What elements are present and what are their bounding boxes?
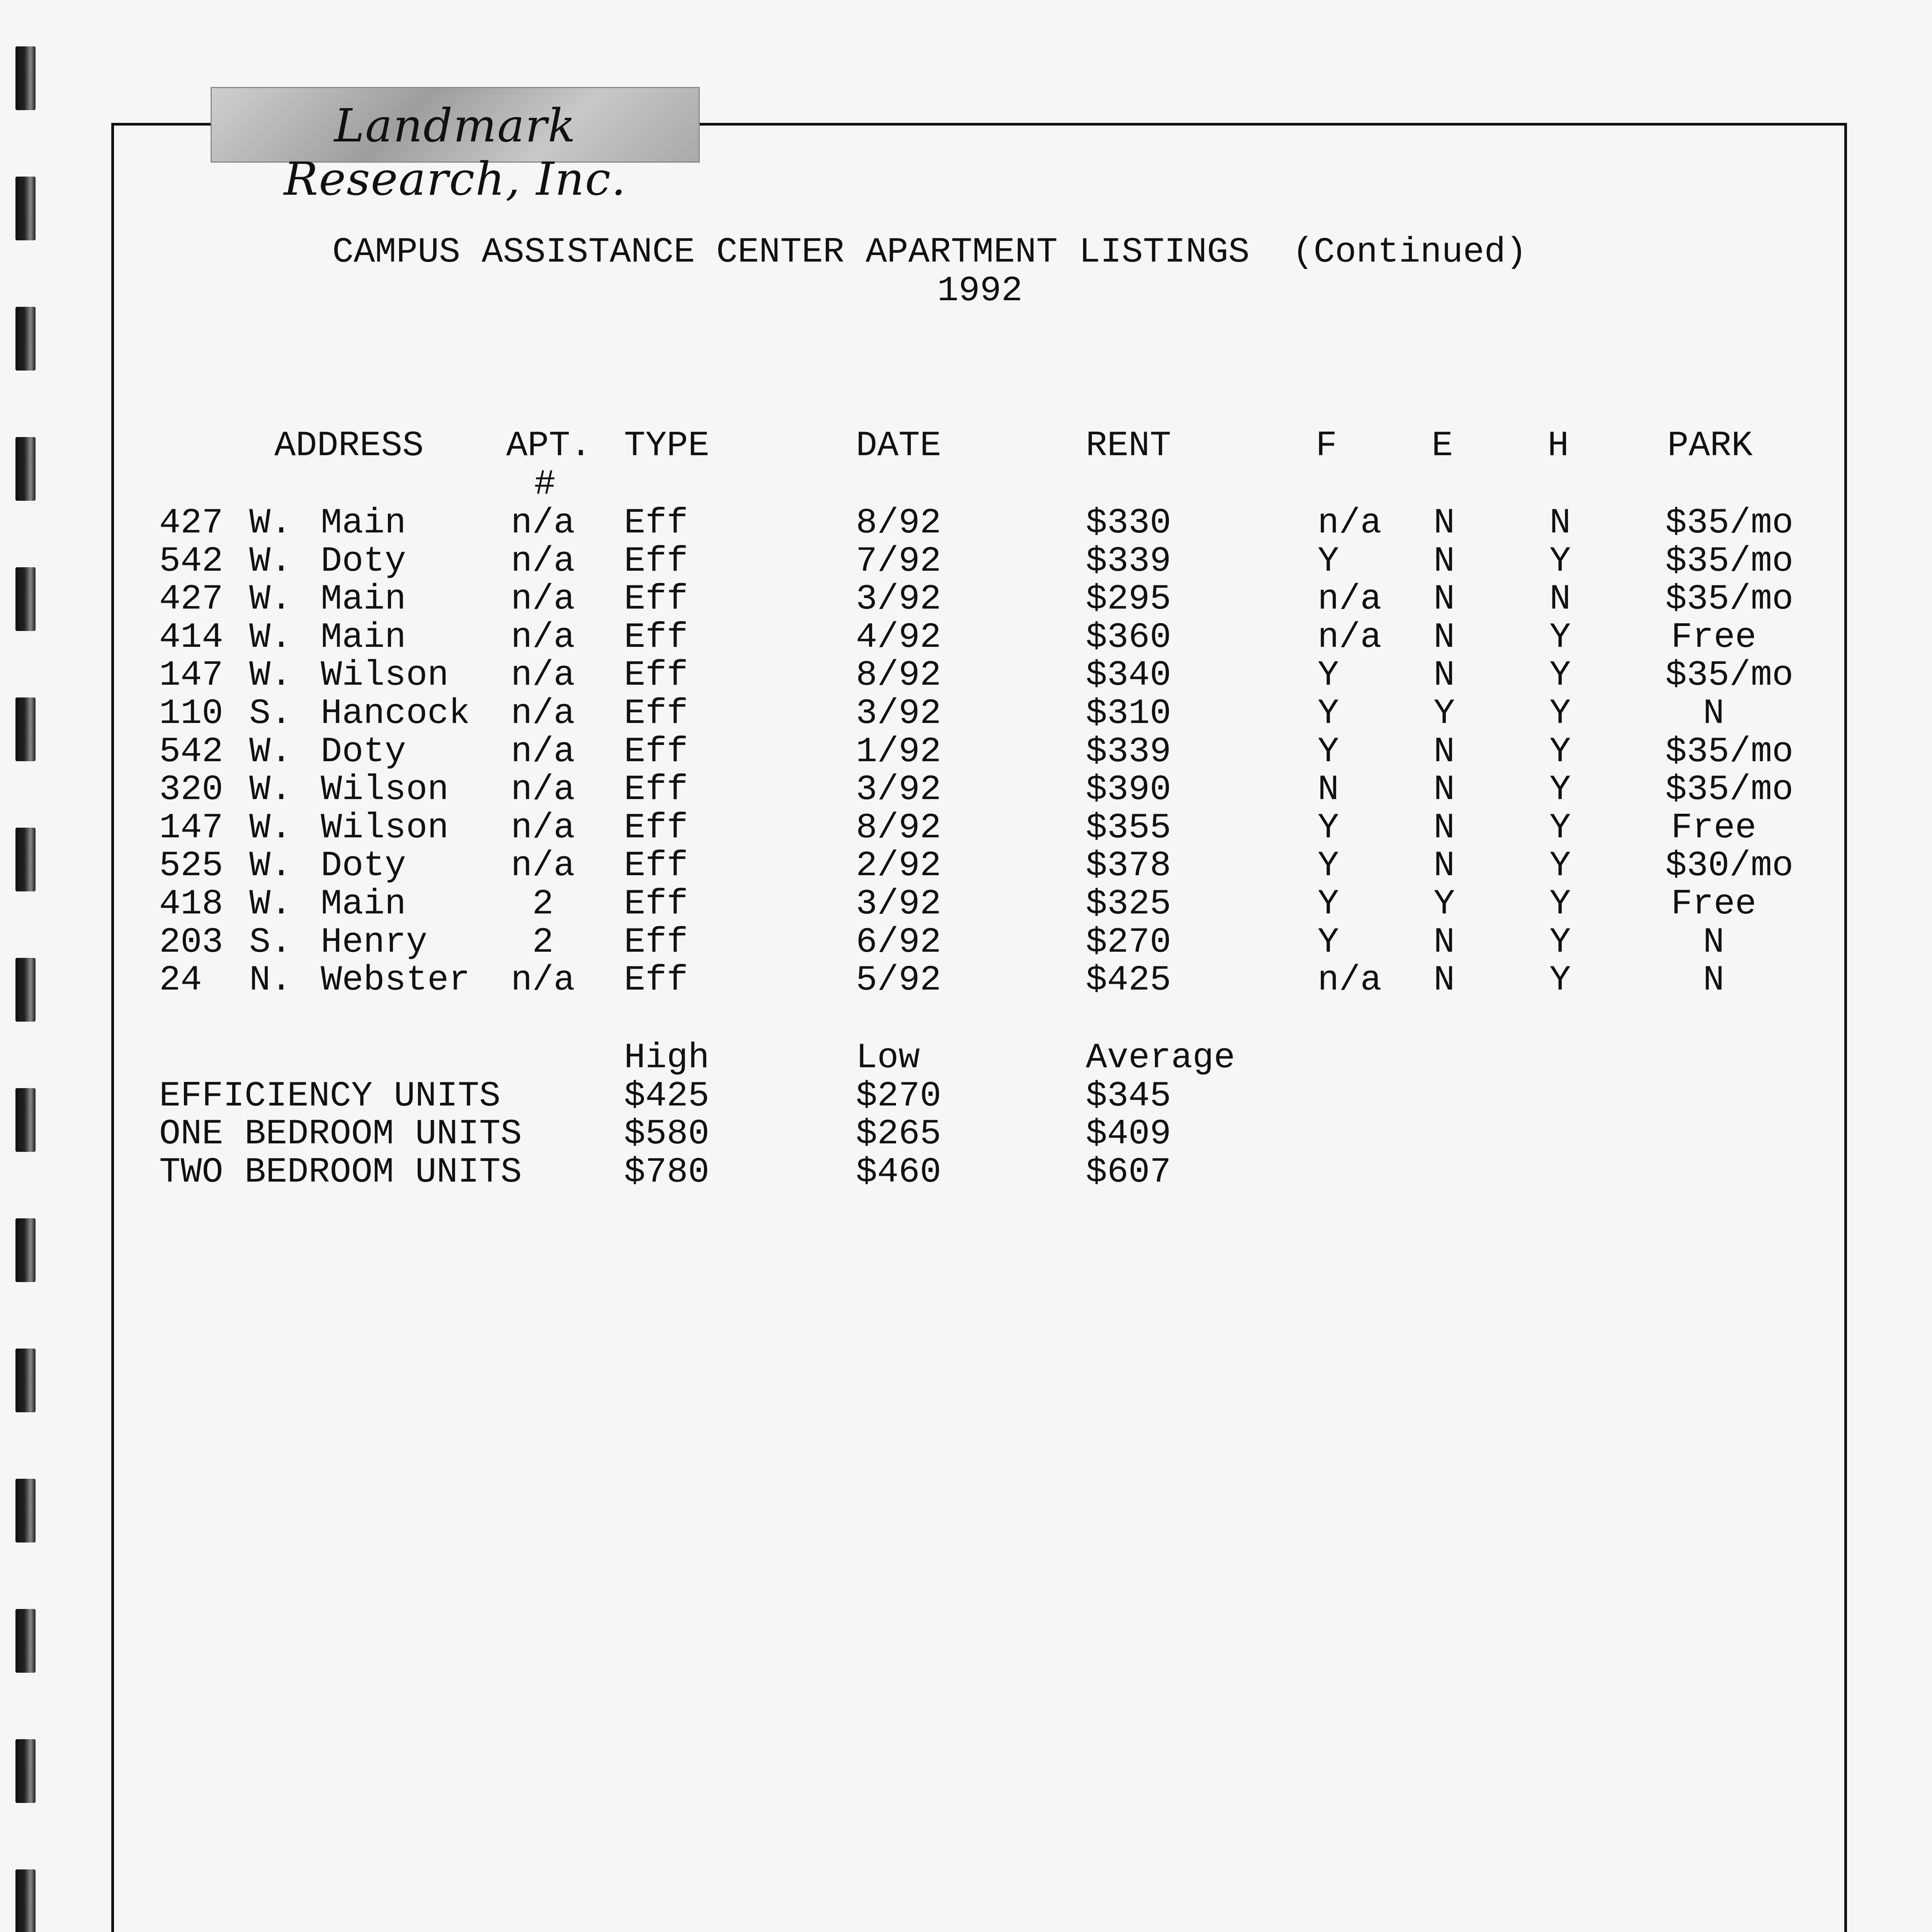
header-park: PARK xyxy=(1667,425,1753,466)
cell-direction: S. xyxy=(249,693,292,734)
cell-e: N xyxy=(1434,541,1455,582)
cell-street-number: 525 xyxy=(159,845,223,886)
cell-street-number: 320 xyxy=(159,769,223,810)
cell-h: Y xyxy=(1549,655,1571,696)
cell-apt: n/a xyxy=(511,845,575,886)
cell-street-number: 542 xyxy=(159,541,223,582)
binding-hole xyxy=(15,567,36,631)
cell-f: N xyxy=(1318,769,1339,810)
cell-direction: W. xyxy=(249,731,292,772)
cell-apt: n/a xyxy=(511,960,575,1000)
cell-street-number: 110 xyxy=(159,693,223,734)
cell-date: 8/92 xyxy=(856,655,941,696)
cell-h: Y xyxy=(1549,845,1571,886)
cell-type: Eff xyxy=(624,808,688,848)
cell-h: Y xyxy=(1549,884,1571,924)
cell-f: Y xyxy=(1318,541,1339,582)
cell-street-name: Main xyxy=(321,579,406,619)
cell-f: Y xyxy=(1318,731,1339,772)
cell-park: N xyxy=(1703,693,1725,734)
cell-rent: $425 xyxy=(1086,960,1171,1000)
header-apt-num: # xyxy=(534,464,556,505)
cell-rent: $339 xyxy=(1086,731,1171,772)
cell-rent: $295 xyxy=(1086,579,1171,619)
summary-label: TWO BEDROOM UNITS xyxy=(159,1152,522,1192)
cell-type: Eff xyxy=(624,655,688,696)
cell-street-number: 418 xyxy=(159,884,223,924)
cell-street-name: Doty xyxy=(321,731,406,772)
cell-f: Y xyxy=(1318,808,1339,848)
document-title: CAMPUS ASSISTANCE CENTER APARTMENT LISTINGS (Continued) xyxy=(332,232,1527,272)
cell-direction: N. xyxy=(249,960,292,1000)
cell-f: Y xyxy=(1318,693,1339,734)
cell-apt: 2 xyxy=(532,922,554,963)
summary-low: $460 xyxy=(856,1152,941,1192)
cell-type: Eff xyxy=(624,541,688,582)
cell-h: Y xyxy=(1549,960,1571,1000)
cell-h: N xyxy=(1549,579,1571,619)
cell-type: Eff xyxy=(624,845,688,886)
summary-label: EFFICIENCY UNITS xyxy=(159,1076,501,1116)
cell-f: Y xyxy=(1318,884,1339,924)
cell-direction: W. xyxy=(249,541,292,582)
summary-average: $409 xyxy=(1086,1114,1171,1154)
cell-f: Y xyxy=(1318,655,1339,696)
summary-high: $425 xyxy=(624,1076,709,1116)
binding-hole xyxy=(15,828,36,891)
cell-park: Free xyxy=(1671,617,1757,658)
summary-low: $265 xyxy=(856,1114,941,1154)
cell-apt: n/a xyxy=(511,808,575,848)
cell-street-name: Wilson xyxy=(321,769,449,810)
cell-e: Y xyxy=(1434,884,1455,924)
cell-e: N xyxy=(1434,769,1455,810)
cell-date: 3/92 xyxy=(856,579,941,619)
binding-hole xyxy=(15,1349,36,1412)
cell-rent: $360 xyxy=(1086,617,1171,658)
cell-park: $35/mo xyxy=(1665,503,1794,543)
summary-header-high: High xyxy=(624,1037,709,1078)
cell-date: 6/92 xyxy=(856,922,941,963)
document-year: 1992 xyxy=(937,270,1023,311)
cell-apt: n/a xyxy=(511,503,575,543)
cell-f: Y xyxy=(1318,845,1339,886)
cell-park: $35/mo xyxy=(1665,769,1794,810)
cell-date: 3/92 xyxy=(856,884,941,924)
spiral-binding xyxy=(15,46,43,1932)
cell-street-number: 203 xyxy=(159,922,223,963)
cell-park: Free xyxy=(1671,884,1757,924)
binding-hole xyxy=(15,958,36,1022)
cell-e: N xyxy=(1434,617,1455,658)
cell-e: N xyxy=(1434,960,1455,1000)
logo-text: Landmark Research, Inc. xyxy=(284,99,627,206)
binding-hole xyxy=(15,1609,36,1673)
cell-type: Eff xyxy=(624,960,688,1000)
cell-street-name: Wilson xyxy=(321,808,449,848)
cell-h: Y xyxy=(1549,731,1571,772)
cell-rent: $270 xyxy=(1086,922,1171,963)
summary-low: $270 xyxy=(856,1076,941,1116)
cell-type: Eff xyxy=(624,579,688,619)
cell-e: N xyxy=(1434,655,1455,696)
cell-date: 5/92 xyxy=(856,960,941,1000)
cell-type: Eff xyxy=(624,617,688,658)
cell-date: 3/92 xyxy=(856,769,941,810)
cell-street-name: Doty xyxy=(321,541,406,582)
cell-park: $35/mo xyxy=(1665,731,1794,772)
cell-e: N xyxy=(1434,808,1455,848)
cell-rent: $339 xyxy=(1086,541,1171,582)
cell-date: 2/92 xyxy=(856,845,941,886)
cell-street-name: Main xyxy=(321,503,406,543)
cell-type: Eff xyxy=(624,693,688,734)
binding-hole xyxy=(15,697,36,761)
cell-direction: W. xyxy=(249,845,292,886)
cell-h: Y xyxy=(1549,693,1571,734)
header-apt: APT. xyxy=(506,425,592,466)
cell-type: Eff xyxy=(624,503,688,543)
cell-street-number: 24 xyxy=(159,960,202,1000)
cell-e: Y xyxy=(1434,693,1455,734)
summary-header-low: Low xyxy=(856,1037,920,1078)
cell-park: $30/mo xyxy=(1665,845,1794,886)
summary-label: ONE BEDROOM UNITS xyxy=(159,1114,522,1154)
cell-direction: S. xyxy=(249,922,292,963)
cell-park: $35/mo xyxy=(1665,579,1794,619)
cell-type: Eff xyxy=(624,731,688,772)
cell-direction: W. xyxy=(249,579,292,619)
header-h: H xyxy=(1548,425,1569,466)
cell-f: n/a xyxy=(1318,617,1382,658)
cell-apt: n/a xyxy=(511,579,575,619)
cell-rent: $390 xyxy=(1086,769,1171,810)
binding-hole xyxy=(15,307,36,371)
cell-f: Y xyxy=(1318,922,1339,963)
cell-street-name: Main xyxy=(321,617,406,658)
cell-h: Y xyxy=(1549,769,1571,810)
cell-park: $35/mo xyxy=(1665,541,1794,582)
cell-date: 1/92 xyxy=(856,731,941,772)
cell-h: Y xyxy=(1549,617,1571,658)
binding-hole xyxy=(15,437,36,501)
cell-date: 8/92 xyxy=(856,503,941,543)
binding-hole xyxy=(15,1218,36,1282)
summary-average: $345 xyxy=(1086,1076,1171,1116)
header-f: F xyxy=(1316,425,1337,466)
binding-hole xyxy=(15,1479,36,1543)
cell-type: Eff xyxy=(624,884,688,924)
cell-rent: $330 xyxy=(1086,503,1171,543)
header-type: TYPE xyxy=(624,425,709,466)
cell-apt: 2 xyxy=(532,884,554,924)
summary-high: $580 xyxy=(624,1114,709,1154)
header-address: ADDRESS xyxy=(274,425,424,466)
header-rent: RENT xyxy=(1086,425,1171,466)
cell-type: Eff xyxy=(624,922,688,963)
cell-park: N xyxy=(1703,922,1725,963)
cell-rent: $340 xyxy=(1086,655,1171,696)
cell-rent: $310 xyxy=(1086,693,1171,734)
binding-hole xyxy=(15,1869,36,1932)
cell-apt: n/a xyxy=(511,617,575,658)
summary-header-average: Average xyxy=(1086,1037,1235,1078)
cell-street-number: 542 xyxy=(159,731,223,772)
cell-apt: n/a xyxy=(511,655,575,696)
cell-direction: W. xyxy=(249,884,292,924)
cell-direction: W. xyxy=(249,769,292,810)
cell-street-name: Doty xyxy=(321,845,406,886)
cell-street-number: 414 xyxy=(159,617,223,658)
cell-street-number: 147 xyxy=(159,655,223,696)
cell-street-name: Hancock xyxy=(321,693,470,734)
cell-street-name: Wilson xyxy=(321,655,449,696)
cell-e: N xyxy=(1434,922,1455,963)
cell-street-number: 427 xyxy=(159,579,223,619)
cell-f: n/a xyxy=(1318,960,1382,1000)
cell-rent: $378 xyxy=(1086,845,1171,886)
cell-apt: n/a xyxy=(511,541,575,582)
cell-apt: n/a xyxy=(511,731,575,772)
cell-rent: $355 xyxy=(1086,808,1171,848)
cell-apt: n/a xyxy=(511,693,575,734)
cell-e: N xyxy=(1434,845,1455,886)
binding-hole xyxy=(15,46,36,110)
cell-e: N xyxy=(1434,579,1455,619)
header-date: DATE xyxy=(856,425,941,466)
cell-date: 3/92 xyxy=(856,693,941,734)
cell-direction: W. xyxy=(249,617,292,658)
binding-hole xyxy=(15,1739,36,1803)
cell-f: n/a xyxy=(1318,579,1382,619)
cell-direction: W. xyxy=(249,655,292,696)
cell-park: N xyxy=(1703,960,1725,1000)
cell-h: Y xyxy=(1549,808,1571,848)
company-logo xyxy=(211,87,700,206)
cell-park: Free xyxy=(1671,808,1757,848)
cell-street-number: 427 xyxy=(159,503,223,543)
summary-high: $780 xyxy=(624,1152,709,1192)
cell-rent: $325 xyxy=(1086,884,1171,924)
cell-direction: W. xyxy=(249,503,292,543)
cell-park: $35/mo xyxy=(1665,655,1794,696)
header-e: E xyxy=(1432,425,1453,466)
binding-hole xyxy=(15,1088,36,1152)
cell-street-name: Main xyxy=(321,884,406,924)
cell-date: 7/92 xyxy=(856,541,941,582)
cell-type: Eff xyxy=(624,769,688,810)
cell-h: Y xyxy=(1549,922,1571,963)
cell-e: N xyxy=(1434,503,1455,543)
cell-apt: n/a xyxy=(511,769,575,810)
page-frame xyxy=(111,123,1847,1932)
cell-e: N xyxy=(1434,731,1455,772)
binding-hole xyxy=(15,177,36,240)
cell-street-number: 147 xyxy=(159,808,223,848)
summary-average: $607 xyxy=(1086,1152,1171,1192)
cell-street-name: Henry xyxy=(321,922,428,963)
cell-date: 4/92 xyxy=(856,617,941,658)
cell-date: 8/92 xyxy=(856,808,941,848)
cell-h: N xyxy=(1549,503,1571,543)
cell-direction: W. xyxy=(249,808,292,848)
cell-f: n/a xyxy=(1318,503,1382,543)
cell-h: Y xyxy=(1549,541,1571,582)
cell-street-name: Webster xyxy=(321,960,470,1000)
